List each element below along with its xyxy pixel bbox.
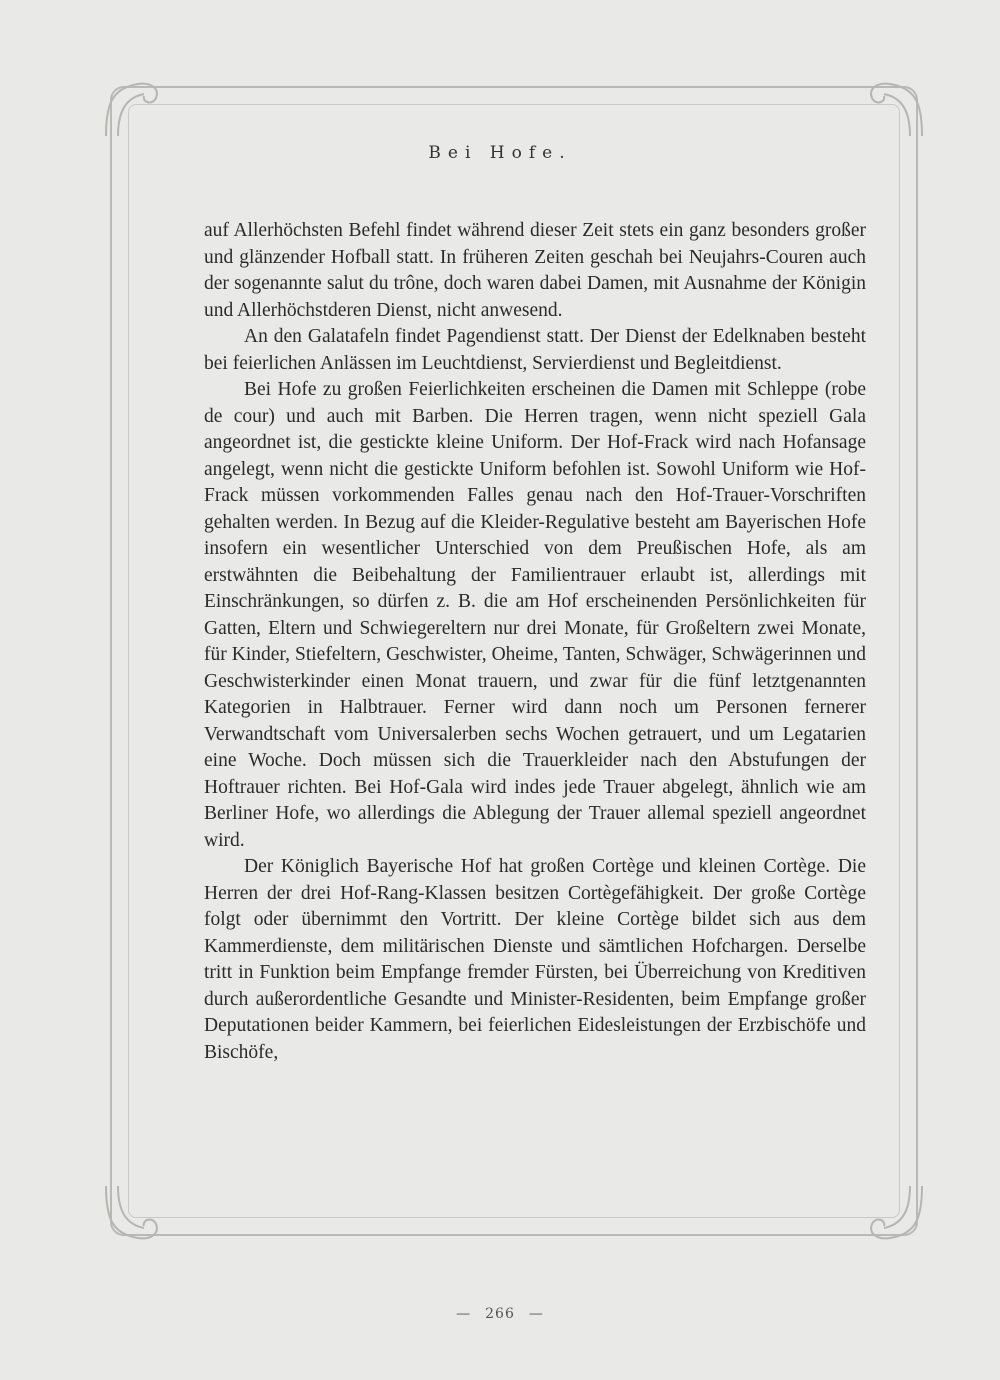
page-number-dash: — xyxy=(456,1306,472,1322)
corner-ornament-icon xyxy=(860,1178,930,1248)
page-number: 266 xyxy=(485,1306,515,1322)
running-head: Bei Hofe. xyxy=(428,143,572,163)
paragraph: auf Allerhöchsten Befehl findet während dieser Zeit stets ein ganz besonders großer und glänzender Hofball statt. In früheren Zeiten geschah bei Neujahrs-Couren auch der sogenannte salut du trône, doch waren dabei Damen, mit Ausnahme der Königin und Allerhöchstderen Dienst, nicht anwesend. xyxy=(204,220,866,321)
page-number-dash: — xyxy=(528,1306,544,1322)
paragraph: Bei Hofe zu großen Feierlichkeiten erscheinen die Damen mit Schleppe (robe de cour) und auch mit Barben. Die Herren tragen, wenn nicht speziell Gala angeordnet ist, die gestickte kleine Uniform. Der Hof-Frack wird nach Hofansage angelegt, wenn nicht die gestickte Uniform befohlen ist. Sowohl Uniform wie Hof-Frack müssen vorkommenden Falles genau nach den Hof-Trauer-Vorschriften gehalten werden. In Bezug auf die Kleider-Regulative besteht am Bayerischen Hofe insofern ein wesentlicher Unterschied von dem Preußischen Hofe, als am erstwähnten die Beibehaltung der Familientrauer erlaubt ist, allerdings mit Einschränkungen, so dürfen z. B. die am Hof erscheinenden Persönlichkeiten für Gatten, Eltern und Schwiegereltern nur drei Monate, für Großeltern zwei Monate, für Kinder, Stiefeltern, Geschwister, Oheime, Tanten, Schwäger, Schwägerinnen und Geschwisterkinder einen Monat trauern, und zwar für die fünf letztgenannten Kategorien in Halbtrauer. Ferner wird dann noch um Personen fernerer Verwandtschaft vom Universalerben sechs Wochen getrauert, und um Legatarien eine Woche. Doch müssen sich die Trauerkleider nach den Abstufungen der Hoftrauer richten. Bei Hof-Gala wird indes jede Trauer abgelegt, ähnlich wie am Berliner Hofe, wo allerdings die Ablegung der Trauer allemal speziell angeordnet wird. xyxy=(204,379,866,851)
corner-ornament-icon xyxy=(860,74,930,144)
paragraph: Der Königlich Bayerische Hof hat großen Cortège und kleinen Cortège. Die Herren der drei Hof-Rang-Klassen besitzen Cortègefähigkeit. Der große Cortège folgt oder übernimmt den Vortritt. Der kleine Cortège bildet sich aus dem Kammerdienste, dem militärischen Dienste und sämtlichen Hofchargen. Derselbe tritt in Funktion beim Empfange fremder Fürsten, bei Überreichung von Kreditiven durch außerordentliche Gesandte und Minister-Residenten, beim Empfange großer Deputationen beider Kammern, bei feierlichen Eidesleistungen der Erzbischöfe und Bischöfe, xyxy=(204,856,866,1063)
corner-ornament-icon xyxy=(98,74,168,144)
corner-ornament-icon xyxy=(98,1178,168,1248)
body-text xyxy=(204,218,866,1066)
paragraph: An den Galatafeln findet Pagendienst statt. Der Dienst der Edelknaben besteht bei feierlichen Anlässen im Leuchtdienst, Servierdienst und Begleitdienst. xyxy=(204,326,866,374)
page-number-line xyxy=(0,1306,1000,1322)
